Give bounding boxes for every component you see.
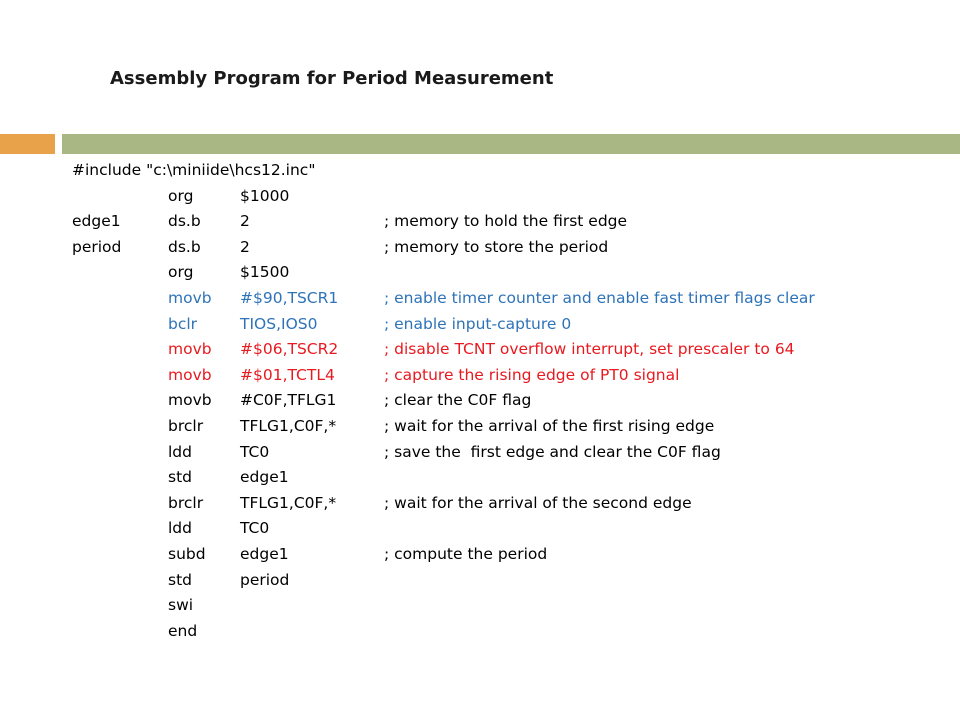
code-comment: ; enable timer counter and enable fast timer flags clear	[384, 288, 815, 307]
slide-title: Assembly Program for Period Measurement	[110, 68, 554, 89]
code-comment: ; disable TCNT overflow interrupt, set prescaler to 64	[384, 340, 795, 359]
code-comment: ; enable input-capture 0	[384, 314, 572, 333]
code-opcode: movb	[168, 340, 212, 359]
code-opcode: ds.b	[168, 212, 201, 231]
code-label: edge1	[72, 212, 121, 231]
code-opcode: end	[168, 621, 198, 640]
code-operand: #$01,TCTL4	[240, 365, 335, 384]
code-opcode: org	[168, 186, 194, 205]
code-comment: ; wait for the arrival of the first rising edge	[384, 416, 715, 435]
code-opcode: bclr	[168, 314, 198, 333]
code-operand: edge1	[240, 544, 289, 563]
code-operand: TC0	[240, 442, 270, 461]
code-operand: 2	[240, 237, 250, 256]
code-opcode: swi	[168, 596, 194, 615]
code-comment: ; wait for the arrival of the second edge	[384, 493, 692, 512]
code-operand: period	[240, 570, 290, 589]
code-opcode: brclr	[168, 416, 204, 435]
code-comment: ; save the first edge and clear the C0F flag	[384, 442, 721, 461]
code-operand: #$90,TSCR1	[240, 288, 339, 307]
code-operand: #$06,TSCR2	[240, 340, 339, 359]
code-operand: edge1	[240, 468, 289, 487]
code-comment: ; compute the period	[384, 544, 548, 563]
code-opcode: movb	[168, 288, 212, 307]
header-bar	[62, 134, 960, 154]
code-label: period	[72, 237, 122, 256]
code-operand: $1500	[240, 263, 290, 282]
code-operand: TFLG1,C0F,*	[240, 416, 337, 435]
code-operand: 2	[240, 212, 250, 231]
code-opcode: movb	[168, 391, 212, 410]
code-opcode: org	[168, 263, 194, 282]
code-opcode: brclr	[168, 493, 204, 512]
code-opcode: subd	[168, 544, 206, 563]
code-comment: ; capture the rising edge of PT0 signal	[384, 365, 680, 384]
code-operand: TFLG1,C0F,*	[240, 493, 337, 512]
code-comment: ; memory to hold the first edge	[384, 212, 628, 231]
accent-bar	[0, 134, 55, 154]
code-opcode: ldd	[168, 519, 192, 538]
code-comment: ; memory to store the period	[384, 237, 609, 256]
code-opcode: std	[168, 468, 192, 487]
code-comment: ; clear the C0F flag	[384, 391, 532, 410]
code-operand: #C0F,TFLG1	[240, 391, 337, 410]
code-opcode: ldd	[168, 442, 192, 461]
code-opcode: std	[168, 570, 192, 589]
code-opcode: movb	[168, 365, 212, 384]
code-opcode: ds.b	[168, 237, 201, 256]
code-label: #include "c:\miniide\hcs12.inc"	[72, 161, 316, 179]
code-operand: TC0	[240, 519, 270, 538]
code-operand: $1000	[240, 186, 290, 205]
code-operand: TIOS,IOS0	[240, 314, 318, 333]
